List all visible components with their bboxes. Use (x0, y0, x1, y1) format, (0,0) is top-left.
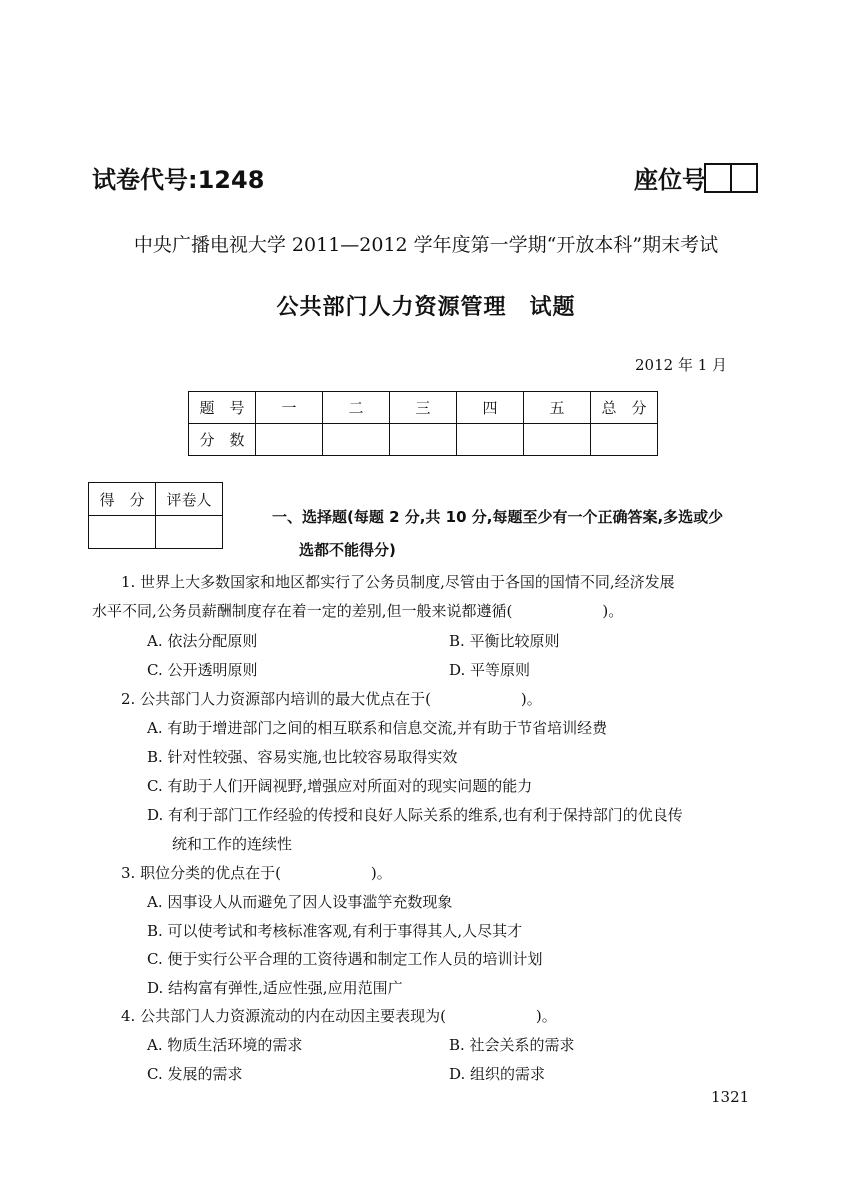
question-4-option-b: B. 社会关系的需求 (449, 1036, 575, 1054)
question-2-option-c: C. 有助于人们开阔视野,增强应对所面对的现实问题的能力 (147, 777, 533, 795)
question-3-option-b: B. 可以使考试和考核标准客观,有利于事得其人,人尽其才 (147, 922, 523, 940)
grader-header-score: 得 分 (89, 483, 156, 516)
question-2-stem: 2. 公共部门人力资源部内培训的最大优点在于( )。 (121, 690, 542, 708)
seat-box-2 (730, 163, 758, 193)
section-title-cont: 选都不能得分) (299, 541, 396, 559)
seat-number-field (634, 160, 758, 195)
question-4-option-c: C. 发展的需求 (147, 1065, 243, 1083)
question-4-stem: 4. 公共部门人力资源流动的内在动因主要表现为( )。 (121, 1007, 557, 1025)
question-3-stem: 3. 职位分类的优点在于( )。 (121, 864, 392, 882)
question-3-option-c: C. 便于实行公平合理的工资待遇和制定工作人员的培训计划 (147, 950, 543, 968)
score-cell (256, 424, 323, 456)
grader-score-cell (89, 516, 156, 549)
score-header-cell: 五 (524, 392, 591, 424)
score-header-cell: 一 (256, 392, 323, 424)
question-4-option-d: D. 组织的需求 (449, 1065, 546, 1083)
score-cell (390, 424, 457, 456)
question-1-option-b: B. 平衡比较原则 (449, 632, 560, 650)
question-1-stem: 1. 世界上大多数国家和地区都实行了公务员制度,尽管由于各国的国情不同,经济发展 (121, 573, 675, 591)
score-table (188, 391, 658, 456)
score-cell (457, 424, 524, 456)
paper-code: 试卷代号:1248 (92, 166, 265, 194)
score-header-cell: 四 (457, 392, 524, 424)
score-header-cell: 总 分 (591, 392, 658, 424)
question-1-option-c: C. 公开透明原则 (147, 661, 258, 679)
question-2-option-a: A. 有助于增进部门之间的相互联系和信息交流,并有助于节省培训经费 (147, 719, 608, 737)
grader-name-cell (156, 516, 223, 549)
score-row-label: 分 数 (189, 424, 256, 456)
question-3-option-a: A. 因事设人从而避免了因人设事滥竽充数现象 (147, 893, 453, 911)
question-2-option-d-cont: 统和工作的连续性 (172, 835, 293, 853)
question-1-stem-cont: 水平不同,公务员薪酬制度存在着一定的差别,但一般来说都遵循( )。 (92, 602, 624, 620)
score-cell (323, 424, 390, 456)
score-header-cell: 题 号 (189, 392, 256, 424)
exam-date: 2012 年 1 月 (635, 356, 728, 374)
score-table-value-row (189, 424, 658, 456)
grader-header-grader: 评卷人 (156, 483, 223, 516)
seat-label: 座位号 (634, 166, 706, 194)
seat-box-1 (704, 163, 732, 193)
exam-title: 中央广播电视大学 2011—2012 学年度第一学期“开放本科”期末考试 (133, 234, 719, 256)
question-1-option-d: D. 平等原则 (449, 661, 531, 679)
score-cell (524, 424, 591, 456)
subject-title: 公共部门人力资源管理 试题 (276, 295, 576, 320)
question-1-option-a: A. 依法分配原则 (147, 632, 258, 650)
score-table-header-row (189, 392, 658, 424)
grader-table (88, 482, 223, 549)
question-2-option-b: B. 针对性较强、容易实施,也比较容易取得实效 (147, 748, 458, 766)
question-3-option-d: D. 结构富有弹性,适应性强,应用范围广 (147, 979, 403, 997)
section-title: 一、选择题(每题 2 分,共 10 分,每题至少有一个正确答案,多选或少 (272, 508, 724, 526)
page-number: 1321 (711, 1088, 750, 1106)
question-4-option-a: A. 物质生活环境的需求 (147, 1036, 303, 1054)
score-header-cell: 三 (390, 392, 457, 424)
score-cell (591, 424, 658, 456)
score-header-cell: 二 (323, 392, 390, 424)
question-2-option-d: D. 有利于部门工作经验的传授和良好人际关系的维系,也有利于保持部门的优良传 (147, 806, 683, 824)
